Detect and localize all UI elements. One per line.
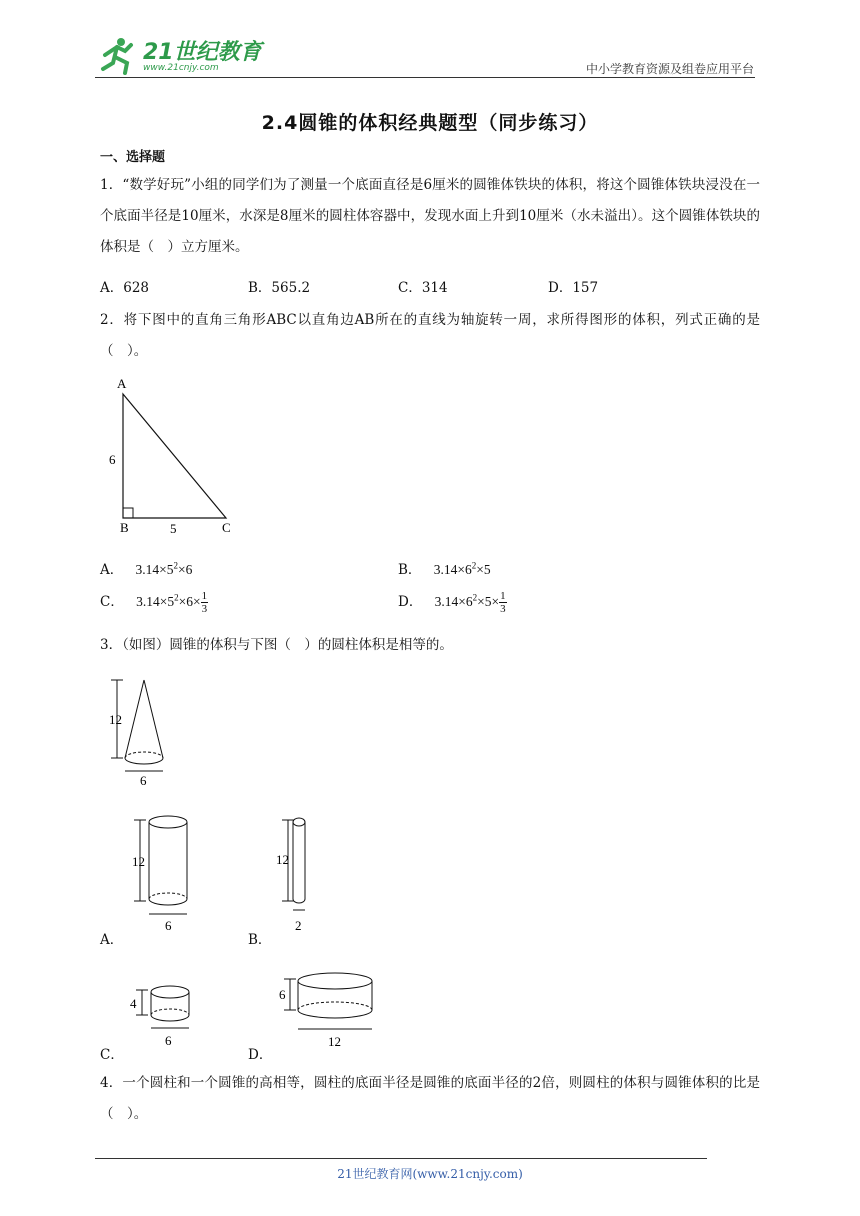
triangle-abc-figure: [100, 372, 250, 537]
vertex-a-label: A: [117, 376, 127, 391]
footer-text[interactable]: 21世纪教育网(www.21cnjy.com): [337, 1167, 523, 1181]
q3-option-b-label[interactable]: B．: [248, 932, 272, 948]
side-bc-label: 5: [170, 521, 177, 536]
cone-figure: [105, 672, 180, 790]
cylinder-c-diameter: 6: [165, 1033, 172, 1048]
page-title: 2.4圆锥的体积经典题型（同步练习）: [261, 112, 599, 134]
cylinder-a-height: 12: [132, 854, 145, 869]
q3-option-d-label[interactable]: D．: [248, 1047, 273, 1063]
logo-url: www.21cnjy.com: [143, 63, 219, 73]
cylinder-a-figure[interactable]: [128, 810, 198, 936]
side-ab-label: 6: [109, 452, 116, 467]
question-1-text: 1．“数学好玩”小组的同学们为了测量一个底面直径是6厘米的圆锥体铁块的体积，将这个圆锥体铁块浸没在一个底面半径是10厘米，水深是8厘米的圆柱体容器中，发现水面上升到10厘米（水未溢出）。这个圆锥体铁块的体积是（ ）立方厘米。: [100, 177, 760, 255]
vertex-b-label: B: [120, 520, 129, 535]
q2-option-d[interactable]: D． $3.14\times 6^2\times 5\times$ $\frac{1}{3}$: [398, 590, 506, 616]
q1-option-a[interactable]: A．628: [100, 280, 150, 296]
runner-icon: [103, 38, 131, 73]
cylinder-c-figure[interactable]: [128, 980, 198, 1050]
q2-option-c[interactable]: C． $3.14\times 5^2\times 6\times$ $\frac{1}{3}$: [100, 590, 208, 616]
cylinder-c-height: 4: [130, 996, 137, 1011]
question-4-text: 4．一个圆柱和一个圆锥的高相等，圆柱的底面半径是圆锥的底面半径的2倍，则圆柱的体积与圆锥体积的比是（ ）。: [100, 1075, 760, 1122]
question-2-text: 2．将下图中的直角三角形ABC以直角边AB所在的直线为轴旋转一周，求所得图形的体积，列式正确的是（ ）。: [100, 312, 760, 359]
question-3-text: 3．（如图）圆锥的体积与下图（ ）的圆柱体积是相等的。: [100, 637, 453, 653]
cylinder-d-height: 6: [279, 987, 286, 1002]
cylinder-a-diameter: 6: [165, 918, 172, 933]
site-name: 中小学教育资源及组卷应用平台: [585, 62, 754, 76]
q1-option-b[interactable]: B．565.2: [248, 280, 311, 296]
vertex-c-label: C: [222, 520, 231, 535]
cylinder-b-figure[interactable]: [276, 810, 316, 936]
section-heading: 一、选择题: [100, 150, 166, 165]
header-divider: [95, 77, 755, 78]
cone-height-label: 12: [109, 712, 122, 727]
q3-option-a-label[interactable]: A．: [100, 932, 124, 948]
q1-option-c[interactable]: C．314: [398, 280, 448, 296]
logo-text: 21世纪教育: [143, 40, 262, 65]
q2-option-b[interactable]: B． $3.14\times 6^2\times 5$: [398, 560, 491, 578]
cylinder-d-figure[interactable]: [278, 965, 378, 1055]
cylinder-d-diameter: 12: [328, 1034, 341, 1049]
q1-option-d[interactable]: D．157: [548, 280, 599, 296]
cylinder-b-height: 12: [276, 852, 289, 867]
q2-option-a[interactable]: A． $3.14\times 5^2\times 6$: [100, 560, 193, 578]
footer-divider: [95, 1158, 707, 1159]
cylinder-b-diameter: 2: [295, 918, 302, 933]
q3-option-c-label[interactable]: C．: [100, 1047, 124, 1063]
cone-diameter-label: 6: [140, 773, 147, 788]
site-logo: [95, 33, 265, 77]
